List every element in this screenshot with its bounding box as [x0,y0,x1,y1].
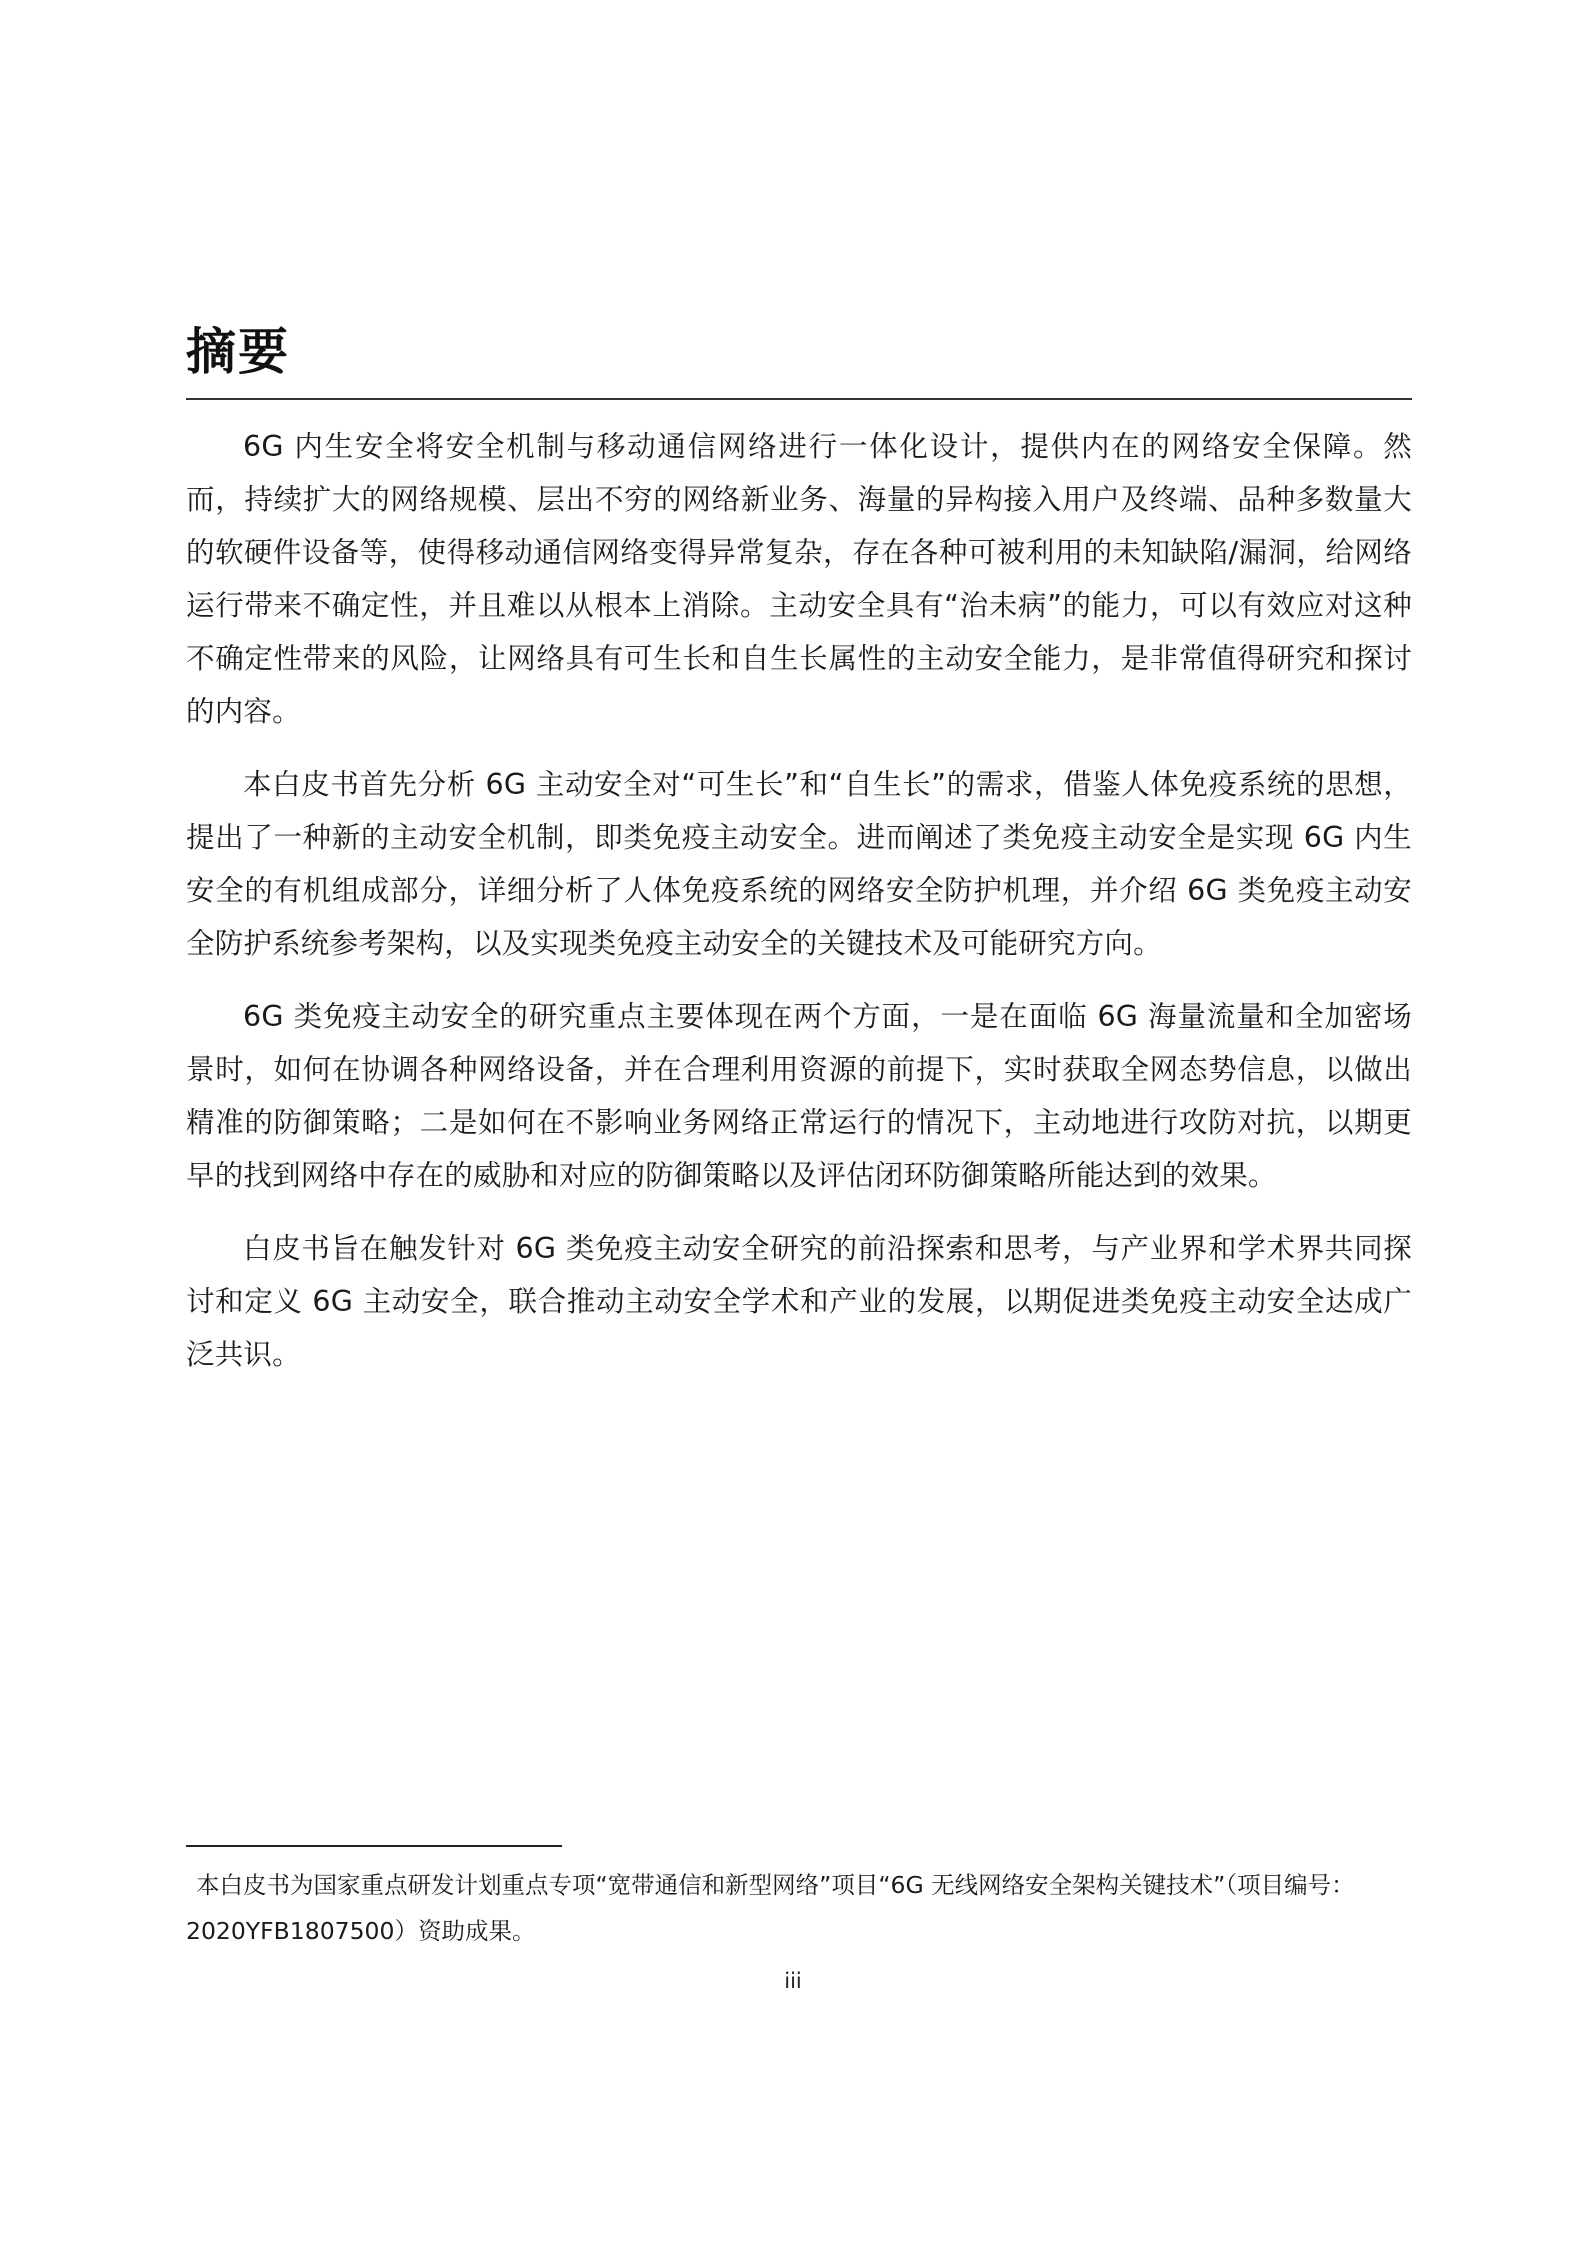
abstract-paragraph-3: 6G 类免疫主动安全的研究重点主要体现在两个方面，一是在面临 6G 海量流量和全加密场景时，如何在协调各种网络设备，并在合理利用资源的前提下，实时获取全网态势信息，以做出精准的防御策略；二是如何在不影响业务网络正常运行的情况下，主动地进行攻防对抗，以期更早的找到网络中存在的威胁和对应的防御策略以及评估闭环防御策略所能达到的效果。 [186,1000,1412,1192]
page-number: iii [784,1969,802,1993]
abstract-body [186,420,1412,1401]
abstract-paragraph-2: 本白皮书首先分析 6G 主动安全对“可生长”和“自生长”的需求，借鉴人体免疫系统的思想，提出了一种新的主动安全机制，即类免疫主动安全。进而阐述了类免疫主动安全是实现 6G 内生安全的有机组成部分，详细分析了人体免疫系统的网络安全防护机理，并介绍 6G 类免疫主动安全防护系统参考架构，以及实现类免疫主动安全的关键技术及可能研究方向。 [186,768,1412,960]
footnote: 本白皮书为国家重点研发计划重点专项“宽带通信和新型网络”项目“6G 无线网络安全架构关键技术”（项目编号：2020YFB1807500）资助成果。 [186,1871,1355,1945]
title-divider [186,398,1412,400]
footnote-divider [186,1845,562,1847]
abstract-paragraph-1: 6G 内生安全将安全机制与移动通信网络进行一体化设计，提供内在的网络安全保障。然而，持续扩大的网络规模、层出不穷的网络新业务、海量的异构接入用户及终端、品种多数量大的软硬件设备等，使得移动通信网络变得异常复杂，存在各种可被利用的未知缺陷/漏洞，给网络运行带来不确定性，并且难以从根本上消除。主动安全具有“治未病”的能力，可以有效应对这种不确定性带来的风险，让网络具有可生长和自生长属性的主动安全能力，是非常值得研究和探讨的内容。 [186,430,1412,728]
page-title: 摘要 [186,323,290,381]
abstract-paragraph-4: 白皮书旨在触发针对 6G 类免疫主动安全研究的前沿探索和思考，与产业界和学术界共同探讨和定义 6G 主动安全，联合推动主动安全学术和产业的发展，以期促进类免疫主动安全达成广泛共识。 [186,1232,1412,1371]
